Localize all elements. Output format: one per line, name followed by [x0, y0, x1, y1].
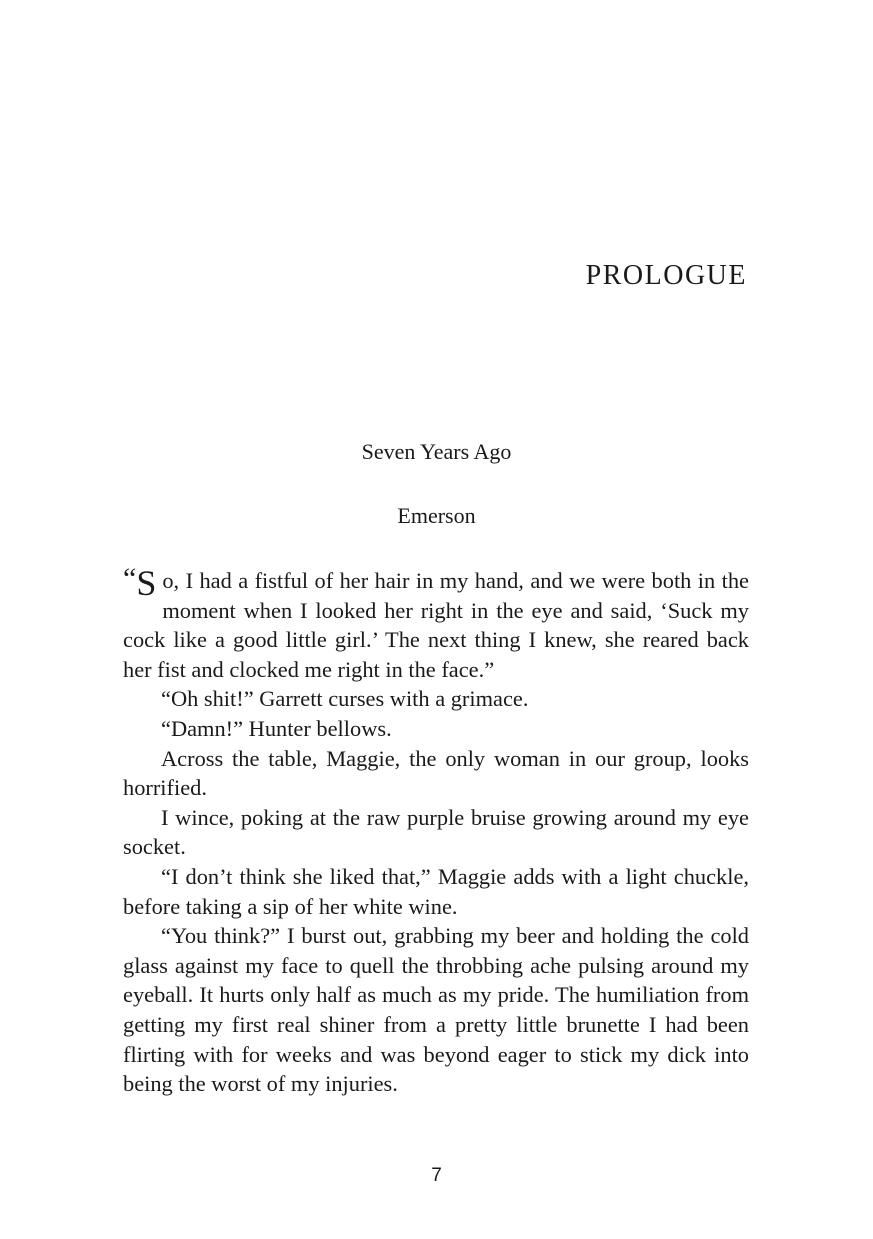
- drop-cap-letter: S: [136, 563, 157, 603]
- body-text: [123, 562, 749, 1099]
- page-number: 7: [431, 1165, 442, 1186]
- paragraph-5: I wince, poking at the raw purple bruise growing around my eye socket.: [123, 804, 749, 860]
- paragraph-1: [123, 562, 749, 684]
- paragraph-2: “Oh shit!” Garrett curses with a grimace.: [161, 686, 529, 712]
- paragraph-7: “You think?” I burst out, grabbing my beer and holding the cold glass against my face to quell the throbbing ache pulsing around my eyeball. It hurts only half as much as my pride. The humiliation from getting my first real shiner from a pretty little brunette I had been flirting with for weeks and was beyond eager to stick my dick into being the worst of my injuries.: [123, 923, 749, 1097]
- paragraph-4: Across the table, Maggie, the only woman in our group, looks horrified.: [123, 745, 749, 801]
- drop-cap: [123, 562, 157, 618]
- chapter-title: PROLOGUE: [585, 260, 747, 291]
- drop-cap-quote: “: [123, 562, 137, 595]
- paragraph-3: “Damn!” Hunter bellows.: [161, 715, 392, 741]
- time-heading: Seven Years Ago: [361, 439, 512, 464]
- pov-heading: Emerson: [397, 503, 476, 528]
- paragraph-text: o, I had a fistful of her hair in my hand, and we were both in the moment when I looked her right in the eye and said, ‘Suck my cock like a good little girl.’ The next thing I knew, she reared back her fist and clocked me right in the face.”: [123, 568, 749, 682]
- paragraph-6: “I don’t think she liked that,” Maggie adds with a light chuckle, before taking a sip of her white wine.: [123, 863, 749, 919]
